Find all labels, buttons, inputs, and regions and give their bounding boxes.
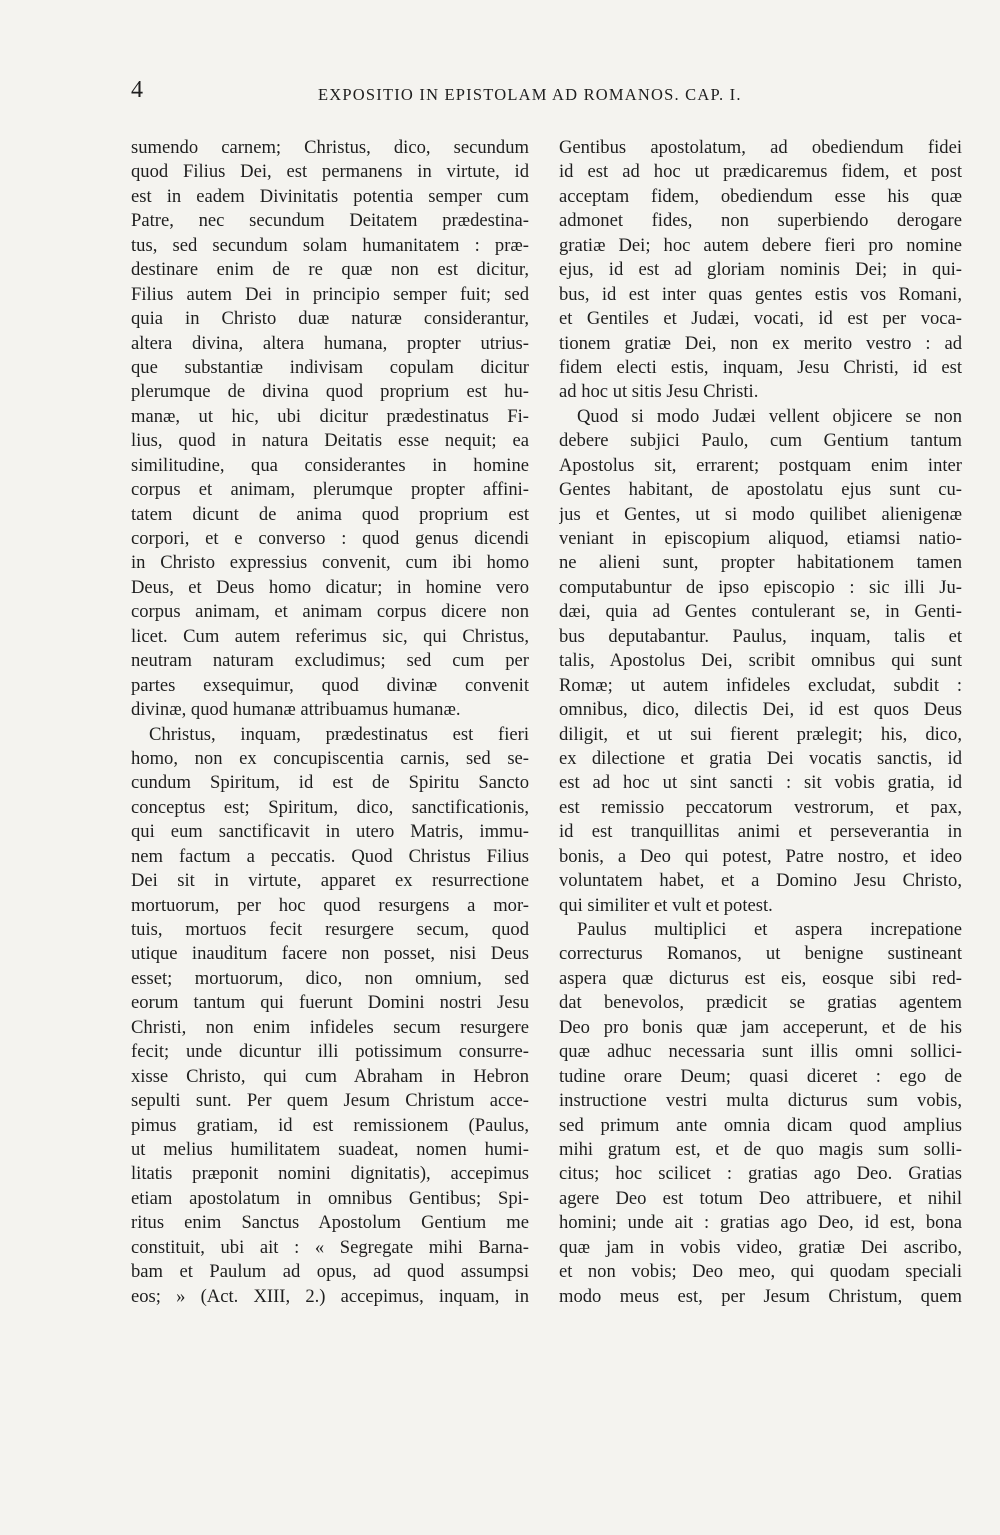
- text-line: utique inauditum facere non posset, nisi Deus: [131, 943, 529, 965]
- text-line: altera divina, altera humana, propter utrius-: [131, 332, 529, 354]
- text-line: etiam apostolatum in omnibus Gentibus; Spi-: [131, 1187, 529, 1209]
- text-line: in Christo expressius convenit, cum ibi homo: [131, 552, 529, 574]
- text-line: quæ adhuc necessaria sunt illis omni sollici-: [559, 1041, 962, 1063]
- text-line: neutram naturam excludimus; sed cum per: [131, 650, 529, 672]
- text-line: Apostolus sit, errarent; postquam enim inter: [559, 454, 962, 476]
- text-line: sumendo carnem; Christus, dico, secundum: [131, 137, 529, 158]
- text-line: ut melius humilitatem suadeat, nomen humi-: [131, 1138, 529, 1160]
- text-line: sepulti sunt. Per quem Jesum Christum acce-: [131, 1090, 529, 1112]
- text-line: homini; unde ait : gratias ago Deo, id est, bona: [559, 1212, 962, 1234]
- text-line: dæi, quia ad Gentes contulerant se, in Genti-: [559, 601, 962, 623]
- text-line: litatis præponit nomini dignitatis), accepimus: [131, 1163, 529, 1185]
- text-line: Gentibus apostolatum, ad obediendum fidei: [559, 137, 962, 158]
- text-line: corpus et animam, plerumque propter affini-: [131, 479, 529, 501]
- running-head: EXPOSITIO IN EPISTOLAM AD ROMANOS. CAP. I.: [318, 85, 742, 104]
- text-line: ritus enim Sanctus Apostolum Gentium me: [131, 1212, 529, 1234]
- text-line: modo meus est, per Jesum Christum, quem: [559, 1285, 962, 1307]
- text-line: plerumque de divina quod proprium est hu-: [131, 381, 529, 403]
- text-line: quia in Christo duæ naturæ considerantur,: [131, 308, 529, 330]
- text-line: quod Filius Dei, est permanens in virtute, id: [131, 161, 529, 183]
- text-line: acceptam fidem, obediendum esse his quæ: [559, 185, 962, 207]
- text-line: homo, non ex concupiscentia carnis, sed se-: [131, 747, 529, 769]
- text-line: tuis, mortuos fecit resurgere secum, quod: [131, 919, 529, 940]
- text-line: Romæ; ut autem infideles excludat, subdit :: [559, 674, 962, 696]
- text-line: tatem dicunt de anima quod proprium est: [131, 503, 529, 525]
- text-line: eos; » (Act. XIII, 2.) accepimus, inquam, in: [131, 1285, 529, 1307]
- text-line: bus deputabantur. Paulus, inquam, talis et: [559, 625, 962, 647]
- text-line: ex dilectione et gratia Dei vocatis sanctis, id: [559, 747, 962, 769]
- text-line: qui similiter et vult et potest.: [559, 894, 773, 916]
- text-line: Christus, inquam, prædestinatus est fieri: [149, 723, 529, 745]
- text-line: cundum Spiritum, id est de Spiritu Sancto: [131, 772, 529, 794]
- text-line: ad hoc ut sitis Jesu Christi.: [559, 381, 759, 403]
- text-line: tudine orare Deum; quasi diceret : ego de: [559, 1065, 962, 1087]
- text-line: est ad hoc ut sint sancti : sit vobis gratia, id: [559, 772, 962, 794]
- text-line: lius, quod in natura Deitatis esse nequit; ea: [131, 430, 529, 452]
- text-line: destinare enim de re quæ non est dicitur,: [131, 259, 529, 281]
- text-line: voluntatem habet, et a Domino Jesu Christo,: [559, 870, 962, 892]
- text-line: licet. Cum autem referimus sic, qui Christus,: [131, 625, 529, 647]
- text-line: xisse Christo, qui cum Abraham in Hebron: [131, 1065, 529, 1087]
- text-line: est remissio peccatorum vestrorum, et pax,: [559, 796, 962, 818]
- text-line: veniant in episcopium aliquod, etiamsi natio-: [559, 528, 962, 549]
- text-line: tionem gratiæ Dei, non ex merito vestro : ad: [559, 332, 962, 354]
- text-line: Christi, non enim infideles secum resurgere: [131, 1016, 529, 1038]
- text-line: debere subjici Paulo, cum Gentium tantum: [559, 430, 962, 452]
- text-line: Deo pro bonis quæ jam acceperunt, et de his: [559, 1016, 962, 1038]
- text-line: corpori, et e converso : quod genus dicendi: [131, 528, 529, 549]
- text-line: constituit, ubi ait : « Segregate mihi Barna-: [131, 1236, 529, 1258]
- text-line: gratiæ Dei; hoc autem debere fieri pro nomine: [559, 234, 962, 256]
- text-line: id est tranquillitas animi et perseverantia in: [559, 821, 962, 843]
- text-line: diligit, et ut sui fierent prælegit; his, dico,: [559, 723, 962, 745]
- text-line: manæ, ut hic, ubi dicitur prædestinatus Fi-: [131, 405, 529, 427]
- text-line: fecit; unde dicuntur illi potissimum consurre-: [131, 1041, 529, 1063]
- text-line: qui eum sanctificavit in utero Matris, immu-: [131, 821, 529, 843]
- text-line: correcturus Romanos, ut benigne sustineant: [559, 943, 962, 965]
- text-line: bus, id est inter quas gentes estis vos Romani,: [559, 283, 962, 305]
- text-line: ejus, id est ad gloriam nominis Dei; in qui-: [559, 259, 962, 281]
- text-line: pimus gratiam, id est remissionem (Paulus,: [131, 1114, 529, 1136]
- text-line: et Gentiles et Judæi, vocati, id est per voca-: [559, 308, 962, 330]
- text-line: jus et Gentes, ut si modo quilibet alienigenæ: [559, 503, 962, 525]
- left-column: [131, 136, 529, 1309]
- text-line: quæ jam in vobis video, gratiæ Dei ascribo,: [559, 1236, 962, 1258]
- text-line: dat benevolos, prædicit se gratias agentem: [559, 992, 962, 1014]
- text-line: ne alieni sunt, propter habitationem tamen: [559, 552, 962, 574]
- text-line: agere Deo est totum Deo attribuere, et nihil: [559, 1187, 962, 1209]
- text-line: bonis, a Deo qui potest, Patre nostro, et ideo: [559, 845, 962, 867]
- text-line: instructione vestri multa dicturus sum vobis,: [559, 1090, 962, 1112]
- text-line: aspera quæ dicturus est eis, eosque sibi red-: [559, 967, 962, 989]
- text-line: Paulus multiplici et aspera increpatione: [577, 919, 962, 940]
- text-line: mortuorum, per hoc quod resurgens a mor-: [131, 894, 529, 916]
- text-line: divinæ, quod humanæ attribuamus humanæ.: [131, 699, 461, 721]
- text-line: Patre, nec secundum Deitatem prædestina-: [131, 210, 529, 232]
- text-line: talis, Apostolus Dei, scribit omnibus qui sunt: [559, 650, 962, 672]
- text-line: fidem electi estis, inquam, Jesu Christi, id est: [559, 356, 962, 378]
- text-line: eorum tantum qui fuerunt Domini nostri Jesu: [131, 992, 529, 1014]
- text-line: admonet fides, non superbiendo derogare: [559, 210, 962, 232]
- text-line: omnibus, dico, dilectis Dei, id est quos Deus: [559, 699, 962, 721]
- text-line: id est ad hoc ut prædicaremus fidem, et post: [559, 161, 962, 183]
- text-line: est in eadem Divinitatis potentia semper cum: [131, 185, 529, 207]
- text-line: Deus, et Deus homo dicatur; in homine vero: [131, 576, 529, 598]
- text-line: partes exsequimur, quod divinæ convenit: [131, 674, 529, 696]
- text-line: similitudine, qua considerantes in homine: [131, 454, 529, 476]
- text-line: Filius autem Dei in principio semper fuit; sed: [131, 283, 529, 305]
- text-line: Dei sit in virtute, apparet ex resurrectione: [131, 870, 529, 892]
- text-line: corpus animam, et animam corpus dicere non: [131, 601, 529, 623]
- text-line: et non vobis; Deo meo, qui quodam speciali: [559, 1261, 962, 1283]
- text-line: citus; hoc scilicet : gratias ago Deo. Gratias: [559, 1163, 962, 1185]
- text-line: tus, sed secundum solam humanitatem : præ-: [131, 234, 529, 256]
- text-line: computabuntur de ipso episcopio : sic illi Ju-: [559, 576, 962, 598]
- text-line: esset; mortuorum, dico, non omnium, sed: [131, 967, 529, 989]
- text-line: Gentes habitant, de apostolatu ejus sunt cu-: [559, 479, 962, 501]
- text-line: que substantiæ indivisam copulam dicitur: [131, 356, 529, 378]
- text-line: conceptus est; Spiritum, dico, sanctificationis,: [131, 796, 529, 818]
- text-line: Quod si modo Judæi vellent objicere se non: [577, 405, 962, 427]
- text-line: bam et Paulum ad opus, ad quod assumpsi: [131, 1261, 529, 1283]
- right-column: [559, 136, 962, 1309]
- text-line: sed primum ante omnia dicam quod amplius: [559, 1114, 962, 1136]
- page-number: 4: [131, 77, 143, 103]
- text-line: nem factum a peccatis. Quod Christus Filius: [131, 845, 529, 867]
- text-line: mihi gratum est, et de quo magis sum solli-: [559, 1138, 962, 1160]
